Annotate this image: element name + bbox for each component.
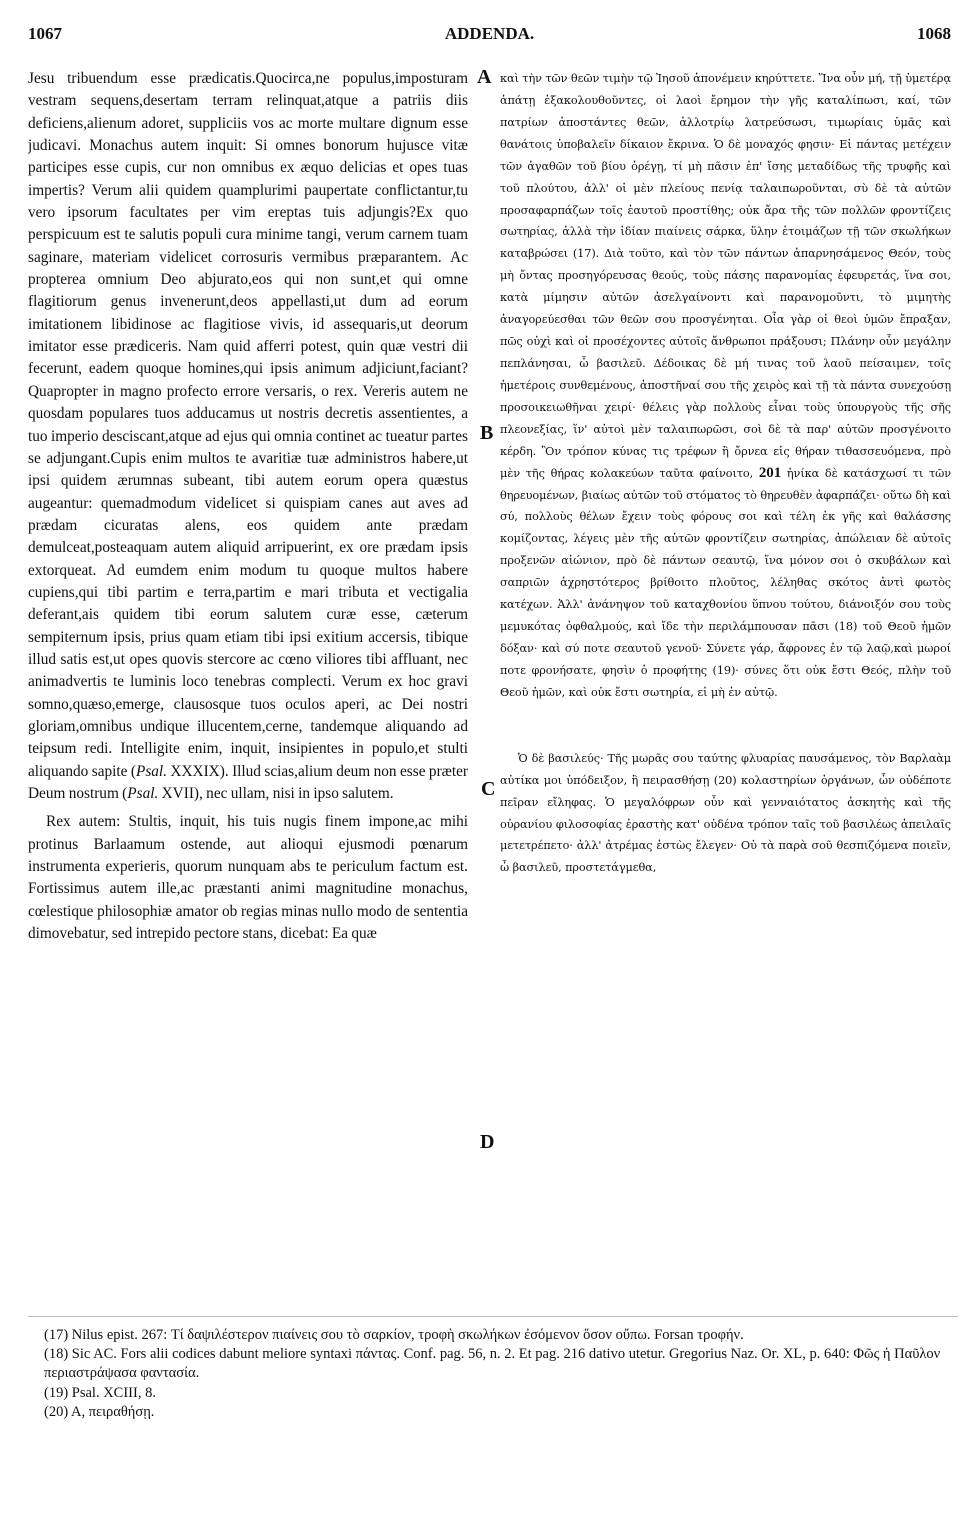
margin-marker-d: D bbox=[480, 1131, 495, 1153]
footnote: (18) Sic AC. Fors alii codices dabunt meliore syntaxi πάντας. Conf. pag. 56, n. 2. Et pag. 216 dativo utetur. Gregorius Naz. Or. XL, p. 640: Φῶς ἡ Παῦλον περιαστράψασα φαντασία. bbox=[44, 1346, 941, 1382]
margin-marker-a: A bbox=[477, 66, 492, 88]
margin-marker-b: B bbox=[480, 422, 494, 444]
margin-marker-c: C bbox=[481, 778, 496, 800]
latin-paragraph: Jesu tribuendum esse prædicatis.Quocirca,ne populus,imposturam vestram sequens,desertam terram relinquat,atque a patriis diis deficiens,alienum adoret, suppliciis vos ac morte multare dignum esse judicavi. Monachus autem inquit: Si omnes bonorum hujusce vitæ participes esse cupis, cur non omnibus ex æquo delicias et opes tuas impertis? Verum alii quidem quamplurimi paupertate conflictantur,tu vero ipsorum facultates per vim ereptas tuis adjungis?Ex quo perspicuum est te salutis populi cura minime tangi, verum carnem tuam saginare, materiam videlicet corrosuris vermibus præparantem. Ac propterea omnium Deo abjurato,eos qui non sunt,et qui omne flagitiorum genus invenerunt,deos appellasti,ut dum ad eorum imitationem libidinose ac flagitiose vivis, id assequaris,ut deorum imitator esse prædiceris. Nam quid afferri potest, quin quæ vestri dii fecerunt, eadem quoque homines,qui ipsis animum adjiciunt,faciant? Quapropter in magno profecto errore versaris, o rex. Vereris autem ne quosdam populares tuos adducamus ut nostris decretis assentientes, a tuo imperio desciscant,atque ad ejus qui omnia continet ac tueatur partes se adjungant.Cupis enim multos te avaritiæ tuæ administros habere,ut ipsi quidem ærumnas subeant, tibi autem eorum opera quæstus augeantur: quemadmodum videlicet si quispiam canes aut aves ad prædam cicuratas alens, eos quidem ante prædam demulceat,posteaquam autem aliquid arripuerint, ex ore prædam ipsis extorqueat. Ad eumdem enim modum tu quoque multos habere cupiens,qui tibi partim e terra,partim e mari tributa et vectigalia deferant,ais quidem tibi eorum salutem curæ esse, cæterum sempiternum ipsis, prius quam etiam tibi ipsi exitium accersis, tibique illud satis est,ut opes quovis stercore ac cœno viliores tibi affluant, nec animadvertis te luminis loco tenebras complecti. Verum ex hoc gravi somno,quæso,emerge, clausosque tuos oculos aperi, ac Dei nostri gloriam,omnibus undique illucentem,cerne, tandemque aliquando ad teipsum redi. Intelligite enim, inquit, insipientes in populo,et stulti aliquando sapite (Psal. XXXIX). Illud scias,alium deum non esse præter Deum nostrum (Psal. XVII), nec ullam, nisi in ipso salutem. bbox=[28, 70, 468, 802]
greek-paragraph: καὶ τὴν τῶν θεῶν τιμὴν τῷ Ἰησοῦ ἀπονέμειν κηρύττετε. Ἵνα οὖν μή, τῇ ὑμετέρᾳ ἀπάτῃ ἐξακολουθοῦντες, οἱ λαοὶ ἔρημον τὴν γῆς καταλίπωσι, καί, τῶν πατρίων ἀποστάντες θεῶν, ἀλλοτρίῳ λατρεύσωσι, τιμωρίαις ὑμᾶς καὶ θανάτοις ὑποβαλεῖν δίκαιον ἔκρινα. Ὁ δὲ μοναχός φησιν· Εἰ πάντας μετέχειν τῶν ἀγαθῶν τοῦ βίου ὀρέγῃ, τί μὴ πᾶσιν ἐπ' ἴσης μεταδίδως τῆς τρυφῆς καὶ τοῦ πλούτου, ἀλλ' οἱ μὲν πλείους πενίᾳ ταλαιπωροῦνται, σὺ δὲ τὰ αὐτῶν προσαφαρπάζων τοῖς ἑαυτοῦ προστίθης; οὐκ ἄρα τῆς τῶν πολλῶν φροντίζεις σωτηρίας, ἀλλὰ τὴν ἰδίαν πιαίνεις σάρκα, ὕλην ἑτοιμάζων τῇ τῶν σκωλήκων καταβρώσει (17). Διὰ τοῦτο, καὶ τὸν τῶν πάντων ἀπαρνησάμενος Θεόν, τοὺς μὴ ὄντας προσηγόρευσας θεούς, τοὺς πάσης παρανομίας ἐφευρετάς, ἵνα σοι, κατὰ μίμησιν αὐτῶν ἀσελγαίνοντι καὶ παρανομοῦντι, τὸ μιμητὴς ἀναγορεύεσθαι τῶν θεῶν σου προσγένηται. Οἷα γὰρ οἱ θεοὶ ὑμῶν ἔπραξαν, πῶς οὐχὶ καὶ οἱ προσέχοντες αὐτοῖς ἄνθρωποι πράξουσι; Πλάνην οὖν μεγάλην πεπλάνησαι, ὦ βασιλεῦ. Δέδοικας δὲ μή τινας τοῦ λαοῦ πείσαιμεν, τοῖς ἡμετέροις συνθεμένους, ἀποστῆναί σου τῆς χειρὸς καὶ τῇ τὰ πάντα συνεχούσῃ προσοικειωθῆναι χειρί· θέλεις γὰρ πολλοὺς εἶναι τοὺς ὑπουργοὺς τῆς σῆς πλεονεξίας, ἵν' αὐτοὶ μὲν ταλαιπωρῶσι, σοὶ δὲ τὰ παρ' αὐτῶν προσγένοιτο κέρδη. Ὃν τρόπον κύνας τις τρέφων ἢ ὄρνεα εἰς θήραν τιθασσευόμενα, πρὸ μὲν τῆς θήρας κολακεύων ταῦτα φαίνοιτο, 201 ἡνίκα δὲ κατάσχωσί τι τῶν θηρευομένων, βιαίως αὐτῶν τοῦ στόματος τὸ θηρευθὲν ἀφαρπάζει· οὕτω δὴ καὶ σύ, πολλοὺς θέλων ἔχειν τοὺς φόρους σοι καὶ τέλη ἐκ γῆς καὶ θαλάσσης κομίζοντας, λέγεις μὲν τῆς αὐτῶν φροντίζειν σωτηρίας, ἀπώλειαν δὲ αὐτοῖς προξενῶν αἰώνιον, πρὸ δὲ πάντων σεαυτῷ, ἵνα μόνον σοι ὁ σκυβάλων καὶ σαπριῶν ἀχρηστότερος βρίθοιτο πλοῦτος, λέληθας σκότος ἀντὶ φωτὸς κατέχων. Ἀλλ' ἀνάνηψον τοῦ καταχθονίου ὕπνου τούτου, διάνοιξόν σου τοὺς μεμυκότας ὀφθαλμούς, καὶ ἴδε τὴν περιλάμπουσαν πᾶσι (18) τοῦ Θεοῦ ἡμῶν δόξαν· καὶ σύ ποτε σεαυτοῦ γενοῦ· Σύνετε γάρ, ἄφρονες ἐν τῷ λαῷ,καὶ μωροί ποτε φρονήσατε, φησὶν ὁ προφήτης (19)· σύνες ὅτι οὐκ ἔστι Θεός, πλὴν τοῦ Θεοῦ ἡμῶν, καὶ οὐκ ἔστι σωτηρία, εἰ μὴ ἐν αὐτῷ. bbox=[500, 72, 951, 699]
right-page-number: 1068 bbox=[917, 24, 951, 43]
latin-paragraph: Rex autem: Stultis, inquit, his tuis nugis finem impone,ac mihi protinus Barlaamum ostende, aut alioqui ejusmodi pœnarum instrumenta experieris, quorum nunquam abs te periculum factum est. Fortissimus autem ille,ac præstanti animi magnitudine monachus, cœlestique philosophiæ amator ob regias minas nullo modo de sententia dimovebatur, sed intrepido pectore stans, dicebat: Ea quæ bbox=[28, 813, 468, 943]
page-mark: 201 bbox=[758, 464, 782, 481]
page-header bbox=[28, 10, 951, 43]
running-title: ADDENDA. bbox=[444, 24, 535, 43]
footnotes bbox=[44, 1326, 959, 1422]
greek-column bbox=[500, 68, 951, 879]
left-page-number: 1067 bbox=[28, 24, 62, 43]
greek-paragraph: Ὁ δὲ βασιλεύς· Τῆς μωρᾶς σου ταύτης φλυαρίας παυσάμενος, τὸν Βαρλαὰμ αὐτίκα μοι ὑπόδειξον, ἢ πειρασθήσῃ (20) κολαστηρίων ὀργάνων, ὧν οὐδέποτε πεῖραν εἴληφας. Ὁ μεγαλόφρων οὖν καὶ γενναιότατος ἀσκητὴς καὶ τῆς οὐρανίου φιλοσοφίας ἐραστὴς κατ' οὐδένα τρόπον ταῖς τοῦ βασιλέως ἀπειλαῖς μετετρέπετο· ἀλλ' ἀτρέμας ἑστὼς ἔλεγεν· Οὐ τὰ παρὰ σοῦ θεσπιζόμενα ποιεῖν, ὦ βασιλεῦ, προστετάγμεθα, bbox=[500, 751, 951, 875]
latin-column bbox=[28, 68, 468, 945]
footnote: (19) Psal. XCIII, 8. bbox=[44, 1384, 156, 1401]
footnote: (20) A, πειραθήσῃ. bbox=[44, 1403, 155, 1420]
footnote: (17) Nilus epist. 267: Τί δαψιλέστερον πιαίνεις σου τὸ σαρκίον, τροφὴ σκωλήκων ἐσόμενον ὅσον οὔπω. Forsan τροφήν. bbox=[44, 1327, 744, 1343]
footnote-divider bbox=[28, 1316, 958, 1317]
